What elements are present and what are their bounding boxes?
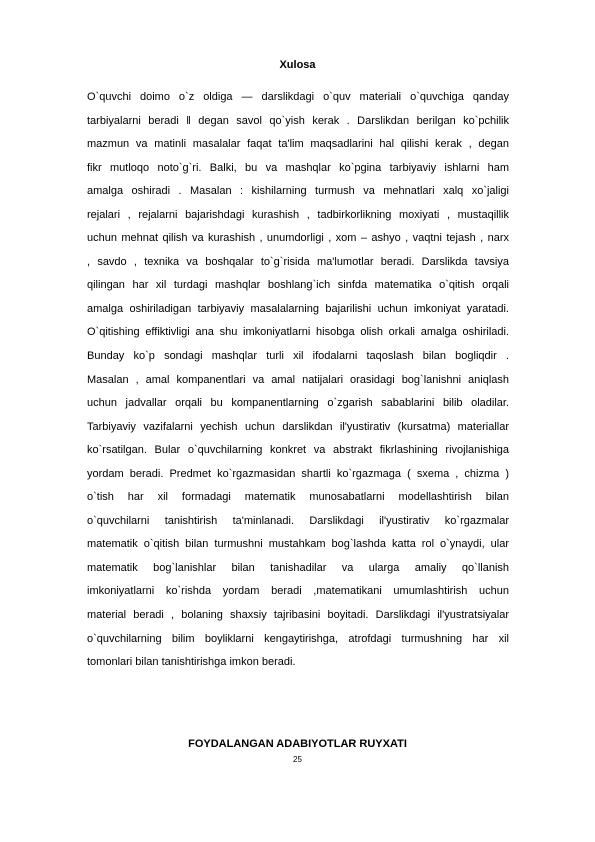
paragraph-line: Masalan , amal kompanentlari va amal natijalari orasidagi bog`lanishni aniqlash — [87, 373, 509, 386]
paragraph-line: fikr mutloqo noto`g`ri. Balki, bu va mashqlar ko`pgina tarbiyaviy ishlarni ham — [87, 161, 509, 174]
paragraph-line: , savdo , texnika va boshqalar to`g`risida ma'lumotlar beradi. Darslikda tavsiya — [87, 255, 509, 268]
paragraph-line: qilingan har xil turdagi mashqlar boshlang`ich sinfda matematika o`qitish orqali — [87, 279, 509, 292]
paragraph-line: rejalari , rejalarni bajarishdagi kurashish , tadbirkorlikning moxiyati , mustaqillik — [87, 208, 509, 221]
paragraph-line: matematik o`qitish bilan turmushni mustahkam bog`lashda katta rol o`ynaydi, ular — [87, 538, 509, 551]
paragraph-line: mazmun va matinli masalalar faqat ta'lim maqsadlarini hal qilishi kerak , degan — [87, 138, 509, 151]
paragraph-line: O`qitishing effiktivligi ana shu imkoniyatlarni hisobga olish orkali amalga oshiriladi. — [87, 326, 509, 339]
paragraph-line: tomonlari bilan tanishtirishga imkon beradi. — [87, 656, 296, 669]
paragraph-line: amalga oshiriladigan tarbiyaviy masalalarning bajarilishi uchun imkoniyat yaratadi. — [87, 302, 509, 315]
paragraph-line: o`quvchilarning bilim boyliklarni kengaytirishga, atrofdagi turmushning har xil — [87, 632, 509, 645]
paragraph-line: tarbiyalarni beradi ‖ degan savol qo`yish kerak . Darslikdan berilgan ko`pchilik — [87, 114, 509, 127]
conclusion-paragraph — [87, 86, 509, 675]
paragraph-line: matematik bog`lanishlar bilan tanishadilar va ularga amaliy qo`llanish — [87, 561, 509, 574]
paragraph-line: yordam beradi. Predmet ko`rgazmasidan shartli ko`rgazmaga ( sxema , chizma ) — [87, 467, 509, 480]
paragraph-line: Tarbiyaviy vazifalarni yechish uchun darslikdan il'yustirativ (kursatma) materiallar — [87, 420, 509, 433]
paragraph-line: o`quvchilarni tanishtirish ta'minlanadi. Darslikdagi il'yustirativ ko`rgazmalar — [87, 514, 509, 527]
page-number: 25 — [293, 755, 302, 764]
paragraph-line: imkoniyatlarni ko`rishda yordam beradi ,matematikani umumlashtirish uchun — [87, 585, 509, 598]
page-title: Xulosa — [279, 59, 316, 71]
paragraph-line: o`tish har xil formadagi matematik munosabatlarni modellashtirish bilan — [87, 491, 509, 504]
paragraph-line: uchun jadvallar orqali bu kompanentlarning o`zgarish sabablarini bilib oladilar. — [87, 397, 509, 410]
paragraph-line: O`quvchi doimo o`z oldiga — darslikdagi o`quv materiali o`quvchiga qanday — [87, 91, 509, 103]
paragraph-line: uchun mehnat qilish va kurashish , unumdorligi , xom – ashyo , vaqtni tejash , narx — [87, 232, 509, 245]
paragraph-line: Bunday ko`p sondagi mashqlar turli xil ifodalarni taqoslash bilan bogliqdir . — [87, 350, 509, 363]
bibliography-heading: FOYDALANGAN ADABIYOTLAR RUYXATI — [188, 738, 407, 750]
paragraph-line: material beradi , bolaning shaxsiy tajribasini boyitadi. Darslikdagi il'yustratsiyalar — [87, 609, 509, 622]
paragraph-line: amalga oshiradi . Masalan : kishilarning turmush va mehnatlari xalq xo`jaligi — [87, 185, 509, 198]
paragraph-line: ko`rsatilgan. Bular o`quvchilarning konkret va abstrakt fikrlashining rivojlanishiga — [87, 444, 509, 457]
